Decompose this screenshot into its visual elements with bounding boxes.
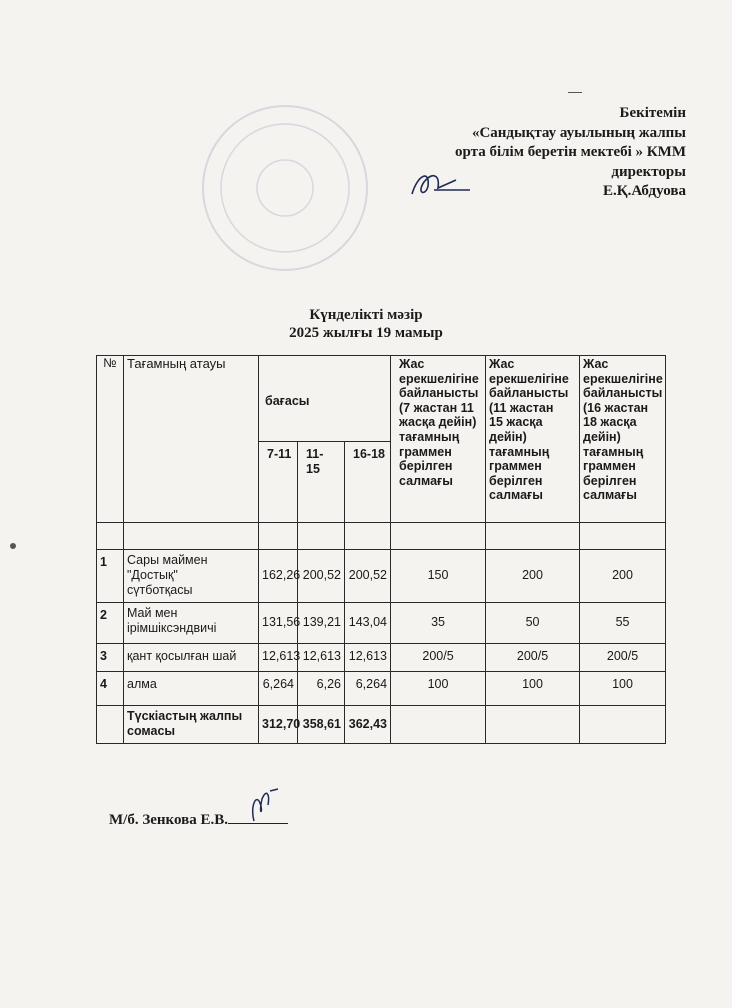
document-title xyxy=(0,306,732,342)
table-row xyxy=(97,644,666,672)
table-header-row xyxy=(97,356,666,442)
total-price-7-11: 312,70 xyxy=(259,706,298,744)
official-seal xyxy=(160,100,410,275)
header-weight-16-18 xyxy=(580,356,666,523)
age-16-18 xyxy=(345,442,391,523)
row-weight-11-15: 50 xyxy=(486,603,580,644)
row-weight-11-15: 100 xyxy=(486,672,580,706)
approval-block xyxy=(386,104,686,202)
row-weight-7-11: 35 xyxy=(391,603,486,644)
row-price-11-15: 12,613 xyxy=(298,644,345,672)
row-price-11-15: 139,21 xyxy=(298,603,345,644)
row-price-16-18: 143,04 xyxy=(345,603,391,644)
row-weight-16-18: 55 xyxy=(580,603,666,644)
row-number: 2 xyxy=(97,603,124,644)
total-label xyxy=(124,706,259,744)
row-weight-16-18: 200 xyxy=(580,550,666,603)
dish-text: Май мен ірімшіксэндвичі xyxy=(127,606,217,635)
approval-position: директоры xyxy=(611,163,686,180)
row-weight-11-15: 200/5 xyxy=(486,644,580,672)
table-total-row xyxy=(97,706,666,744)
price-label: бағасы xyxy=(265,394,310,408)
row-weight-11-15: 200 xyxy=(486,550,580,603)
approval-heading: Бекітемін xyxy=(619,105,686,121)
row-weight-7-11: 200/5 xyxy=(391,644,486,672)
dish-text: қант қосылған шай xyxy=(127,649,237,663)
director-name: Е.Қ.Абдуова xyxy=(602,183,686,199)
row-price-7-11: 6,264 xyxy=(259,672,298,706)
header-weight-7-11 xyxy=(391,356,486,523)
scan-mark xyxy=(568,92,582,93)
total-price-11-15: 358,61 xyxy=(298,706,345,744)
nurse-name: М/б. Зенкова Е.В. xyxy=(109,812,228,828)
row-dish-name xyxy=(124,672,259,706)
dish-text: Сары маймен "Достық" сүтботқасы xyxy=(127,553,208,597)
table-empty-row xyxy=(97,523,666,550)
total-price-16-18: 362,43 xyxy=(345,706,391,744)
age-7-11 xyxy=(259,442,298,523)
row-price-16-18: 12,613 xyxy=(345,644,391,672)
nurse-signature xyxy=(240,787,280,823)
table-row xyxy=(97,672,666,706)
row-dish-name xyxy=(124,550,259,603)
row-price-16-18: 6,264 xyxy=(345,672,391,706)
table-row xyxy=(97,550,666,603)
row-price-16-18: 200,52 xyxy=(345,550,391,603)
header-number: № xyxy=(97,356,124,523)
row-price-7-11: 12,613 xyxy=(259,644,298,672)
row-price-7-11: 131,56 xyxy=(259,603,298,644)
approval-school-line2: орта білім беретін мектебі » КММ xyxy=(455,144,686,160)
approval-director-line xyxy=(386,182,686,202)
header-dish-name: Тағамның атауы xyxy=(124,356,259,523)
approval-school-line1: «Сандықтау ауылының жалпы xyxy=(471,124,686,141)
director-signature xyxy=(404,168,474,202)
weight-11-15-text: Жас ерекшелігіне байланысты (11 жастан 15 жасқа дейін) тағамның граммен берілген салмағы xyxy=(489,357,569,503)
punch-hole-mark xyxy=(10,543,16,549)
menu-table xyxy=(96,355,666,744)
footer-signature-line xyxy=(109,809,288,830)
row-dish-name xyxy=(124,644,259,672)
row-price-11-15: 200,52 xyxy=(298,550,345,603)
row-weight-7-11: 150 xyxy=(391,550,486,603)
signature-underline xyxy=(228,809,288,824)
age-11-15-label: 11- 15 xyxy=(306,447,324,476)
total-label-text: Түскіастың жалпы сомасы xyxy=(127,709,243,738)
date-line: 2025 жылғы 19 мамыр xyxy=(289,325,443,341)
header-price xyxy=(259,356,391,442)
age-11-15 xyxy=(298,442,345,523)
dish-text: алма xyxy=(127,677,157,691)
row-price-7-11: 162,26 xyxy=(259,550,298,603)
row-dish-name xyxy=(124,603,259,644)
row-number: 3 xyxy=(97,644,124,672)
table-row xyxy=(97,603,666,644)
age-7-11-label: 7-11 xyxy=(267,447,292,461)
row-weight-7-11: 100 xyxy=(391,672,486,706)
row-weight-16-18: 100 xyxy=(580,672,666,706)
row-price-11-15: 6,26 xyxy=(298,672,345,706)
row-number: 4 xyxy=(97,672,124,706)
weight-7-11-text: Жас ерекшелігіне байланысты (7 жастан 11 жасқа дейін) тағамның граммен берілген салмағы xyxy=(399,357,479,488)
title-line: Күнделікті мәзір xyxy=(309,307,423,323)
row-weight-16-18: 200/5 xyxy=(580,644,666,672)
weight-16-18-text: Жас ерекшелігіне байланысты (16 жастан 18 жасқа дейін) тағамның граммен берілген салмағы xyxy=(583,357,663,503)
age-16-18-label: 16-18 xyxy=(353,447,385,461)
row-number: 1 xyxy=(97,550,124,603)
header-weight-11-15 xyxy=(486,356,580,523)
